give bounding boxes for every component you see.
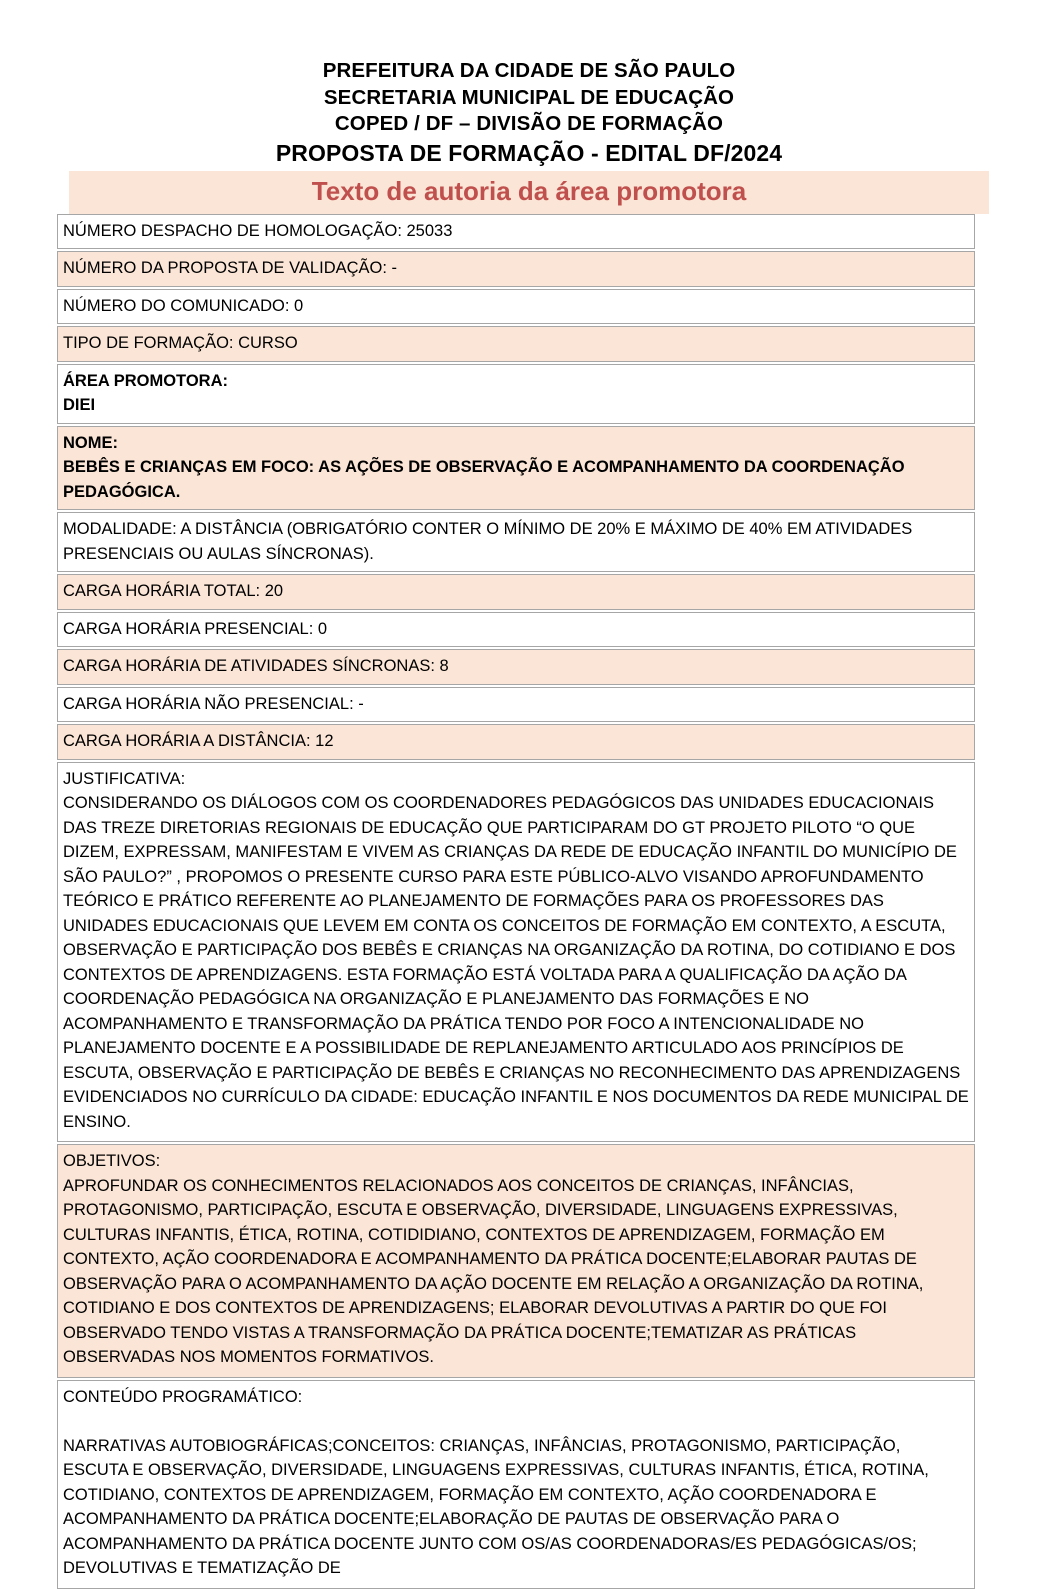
row-carga-horaria-presencial — [57, 612, 975, 648]
row-carga-horaria-distancia-text: CARGA HORÁRIA A DISTÂNCIA: 12 — [63, 732, 334, 750]
row-carga-horaria-sincronas-text: CARGA HORÁRIA DE ATIVIDADES SÍNCRONAS: 8 — [63, 657, 449, 675]
header-line-prefeitura: PREFEITURA DA CIDADE DE SÃO PAULO — [322, 59, 736, 82]
proposal-table — [57, 214, 975, 1589]
header-line-secretaria: SECRETARIA MUNICIPAL DE EDUCAÇÃO — [323, 85, 735, 109]
row-numero-proposta-validacao-text: NÚMERO DA PROPOSTA DE VALIDAÇÃO: - — [63, 259, 398, 277]
row-nome-value: BEBÊS E CRIANÇAS EM FOCO: AS AÇÕES DE OBSERVAÇÃO E ACOMPANHAMENTO DA COORDENAÇÃO PEDAGÓGICA. — [63, 458, 905, 501]
row-nome — [57, 426, 975, 511]
author-banner — [69, 171, 989, 214]
row-numero-despacho — [57, 214, 975, 250]
row-tipo-formacao-text: TIPO DE FORMAÇÃO: CURSO — [63, 334, 298, 352]
row-conteudo-programatico — [57, 1380, 975, 1589]
author-banner-text: Texto de autoria da área promotora — [311, 175, 747, 206]
row-modalidade-text: MODALIDADE: A DISTÂNCIA (OBRIGATÓRIO CONTER O MÍNIMO DE 20% E MÁXIMO DE 40% EM ATIVIDADES PRESENCIAIS OU AULAS SÍNCRONAS). — [63, 520, 913, 563]
row-modalidade — [57, 512, 975, 572]
row-carga-horaria-total-text: CARGA HORÁRIA TOTAL: 20 — [63, 582, 284, 600]
row-carga-horaria-presencial-text: CARGA HORÁRIA PRESENCIAL: 0 — [63, 619, 328, 638]
row-objetivos-label: OBJETIVOS: — [63, 1152, 161, 1170]
row-tipo-formacao — [57, 326, 975, 362]
row-objetivos — [57, 1144, 975, 1378]
row-justificativa-text: CONSIDERANDO OS DIÁLOGOS COM OS COORDENADORES PEDAGÓGICOS DAS UNIDADES EDUCACIONAIS DAS TREZE DIRETORIAS REGIONAIS DE EDUCAÇÃO QUE PARTICIPARAM DO GT PROJETO PILOTO “O QUE DIZEM, EXPRESSAM, MANIFESTAM E VIVEM AS CRIANÇAS DA REDE DE EDUCAÇÃO INFANTIL DO MUNICÍPIO DE SÃO PAULO?” , PROPOMOS O PRESENTE CURSO PARA ESTE PÚBLICO-ALVO VISANDO APROFUNDAMENTO TEÓRICO E PRÁTICO REFERENTE AO PLANEJAMENTO DE FORMAÇÕES PARA OS PROFESSORES DAS UNIDADES EDUCACIONAIS QUE LEVEM EM CONTA OS CONCEITOS DE FORMAÇÃO EM CONTEXTO, A ESCUTA, OBSERVAÇÃO E PARTICIPAÇÃO DOS BEBÊS E CRIANÇAS NA ORGANIZAÇÃO DA ROTINA, DO COTIDIANO E DOS CONTEXTOS DE APRENDIZAGENS. ESTA FORMAÇÃO ESTÁ VOLTADA PARA A QUALIFICAÇÃO DA AÇÃO DA COORDENAÇÃO PEDAGÓGICA NA ORGANIZAÇÃO E PLANEJAMENTO DAS FORMAÇÕES E NO ACOMPANHAMENTO E TRANSFORMAÇÃO DA PRÁTICA TENDO POR FOCO A INTENCIONALIDADE NO PLANEJAMENTO DOCENTE E A POSSIBILIDADE DE REPLANEJAMENTO ARTICULADO AOS PRINCÍPIOS DE ESCUTA, OBSERVAÇÃO E PARTICIPAÇÃO DE BEBÊS E CRIANÇAS NO RECONHECIMENTO DAS APRENDIZAGENS EVIDENCIADOS NO CURRÍCULO DA CIDADE: EDUCAÇÃO INFANTIL E NOS DOCUMENTOS DA REDE MUNICIPAL DE ENSINO. — [63, 794, 969, 1131]
row-carga-horaria-total — [57, 574, 975, 610]
row-conteudo-programatico-label: CONTEÚDO PROGRAMÁTICO: — [63, 1387, 303, 1406]
row-numero-comunicado-text: NÚMERO DO COMUNICADO: 0 — [63, 296, 304, 315]
header-line-coped: COPED / DF – DIVISÃO DE FORMAÇÃO — [334, 112, 724, 135]
row-justificativa — [57, 762, 975, 1143]
document-header — [0, 0, 1058, 168]
conteudo-blank-line — [63, 1409, 969, 1434]
row-numero-proposta-validacao — [57, 251, 975, 287]
row-conteudo-programatico-text: NARRATIVAS AUTOBIOGRÁFICAS;CONCEITOS: CRIANÇAS, INFÂNCIAS, PROTAGONISMO, PARTICIPAÇÃO, ESCUTA E OBSERVAÇÃO, DIVERSIDADE, LINGUAGENS EXPRESSIVAS, CULTURAS INFANTIS, ÉTICA, ROTINA, COTIDIANO, CONTEXTOS DE APRENDIZAGEM, FORMAÇÃO EM CONTEXTO, AÇÃO COORDENADORA E ACOMPANHAMENTO DA PRÁTICA DOCENTE;ELABORAÇÃO DE PAUTAS DE OBSERVAÇÃO PARA O ACOMPANHAMENTO DA PRÁTICA DOCENTE JUNTO COM OS/AS COORDENADORAS/ES PEDAGÓGICAS/OS; DEVOLUTIVAS E TEMATIZAÇÃO DE — [63, 1436, 929, 1577]
row-objetivos-text: APROFUNDAR OS CONHECIMENTOS RELACIONADOS AOS CONCEITOS DE CRIANÇAS, INFÂNCIAS, PROTAGONISMO, PARTICIPAÇÃO, ESCUTA E OBSERVAÇÃO, DIVERSIDADE, LINGUAGENS EXPRESSIVAS, CULTURAS INFANTIS, ÉTICA, ROTINA, COTIDIDIANO, CONTEXTOS DE APRENDIZAGEM, FORMAÇÃO EM CONTEXTO, AÇÃO COORDENADORA E ACOMPANHAMENTO DA PRÁTICA DOCENTE;ELABORAR PAUTAS DE OBSERVAÇÃO PARA O ACOMPANHAMENTO DA AÇÃO DOCENTE EM RELAÇÃO A ORGANIZAÇÃO DA ROTINA, COTIDIANO E DOS CONTEXTOS DE APRENDIZAGENS; ELABORAR DEVOLUTIVAS A PARTIR DO QUE FOI OBSERVADO TENDO VISTAS A TRANSFORMAÇÃO DA PRÁTICA DOCENTE;TEMATIZAR AS PRÁTICAS OBSERVADAS NOS MOMENTOS FORMATIVOS. — [63, 1176, 924, 1366]
row-area-promotora-value: DIEI — [63, 396, 96, 414]
row-numero-despacho-text: NÚMERO DESPACHO DE HOMOLOGAÇÃO: 25033 — [63, 221, 453, 240]
header-line-proposta: PROPOSTA DE FORMAÇÃO - EDITAL DF/2024 — [275, 139, 783, 166]
row-justificativa-label: JUSTIFICATIVA: — [63, 769, 186, 788]
row-carga-horaria-sincronas — [57, 649, 975, 685]
row-carga-horaria-nao-presencial-text: CARGA HORÁRIA NÃO PRESENCIAL: - — [63, 694, 364, 713]
row-area-promotora — [57, 364, 975, 424]
row-carga-horaria-distancia — [57, 724, 975, 760]
row-nome-label: NOME: — [63, 433, 118, 452]
row-carga-horaria-nao-presencial — [57, 687, 975, 723]
row-numero-comunicado — [57, 289, 975, 325]
row-area-promotora-label: ÁREA PROMOTORA: — [63, 371, 228, 390]
